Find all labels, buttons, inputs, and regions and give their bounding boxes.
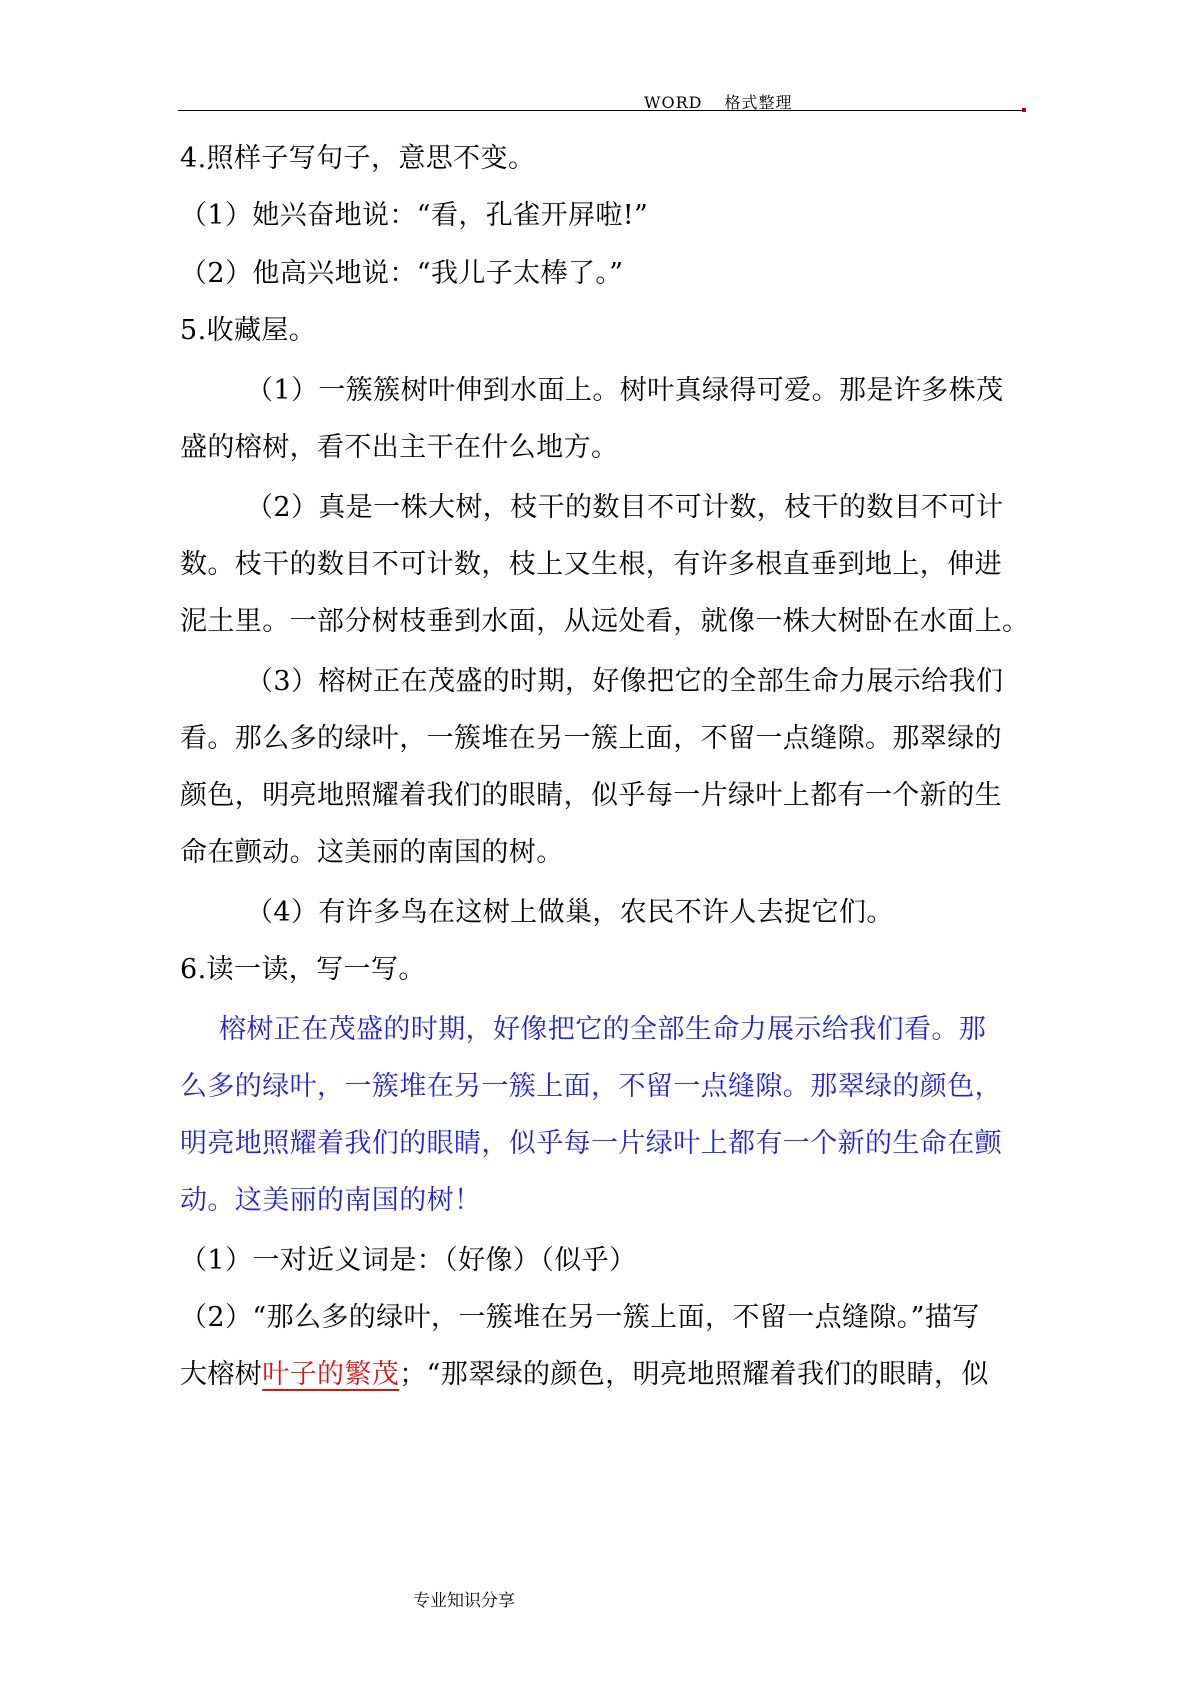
q5-item-3-line-4: 命在颤动。这美丽的南国的树。 [180, 837, 564, 868]
passage-line-1: 榕树正在茂盛的时期，好像把它的全部生命力展示给我们看。那 [219, 1014, 987, 1045]
question-4-item-1: （1）她兴奋地说：“看，孔雀开屏啦!” [180, 200, 649, 231]
q5-item-1-line-2: 盛的榕树，看不出主干在什么地方。 [180, 432, 619, 463]
q5-item-3-line-1: （3）榕树正在茂盛的时期，好像把它的全部生命力展示给我们 [246, 666, 1004, 697]
passage-line-2: 么多的绿叶，一簇堆在另一簇上面，不留一点缝隙。那翠绿的颜色， [180, 1071, 1002, 1102]
passage-line-3: 明亮地照耀着我们的眼睛，似乎每一片绿叶上都有一个新的生命在颤 [180, 1128, 1002, 1159]
q5-item-2-line-2: 数。枝干的数目不可计数，枝上又生根，有许多根直垂到地上，伸进 [180, 549, 1002, 580]
passage-line-4: 动。这美丽的南国的树！ [180, 1185, 482, 1216]
question-6-item-2-line-2 [180, 1359, 989, 1391]
q5-item-4: （4）有许多鸟在这树上做巢，农民不许人去捉它们。 [246, 897, 894, 928]
q5-item-2-line-3: 泥土里。一部分树枝垂到水面，从远处看，就像一株大树卧在水面上。 [180, 606, 1030, 637]
page-footer: 专业知识分享 [413, 1591, 515, 1611]
q5-item-1-line-1: （1）一簇簇树叶伸到水面上。树叶真绿得可爱。那是许多株茂 [246, 375, 1004, 406]
question-6-title: 6.读一读，写一写。 [180, 954, 426, 985]
header-accent-mark [1022, 108, 1026, 112]
q5-item-2-line-1: （2）真是一株大树，枝干的数目不可计数，枝干的数目不可计 [246, 492, 1004, 523]
q6-2-suffix: ；“那翠绿的颜色，明亮地照耀着我们的眼睛，似 [399, 1359, 989, 1390]
q6-2-prefix: 大榕树 [180, 1359, 263, 1390]
question-4-item-2: （2）他高兴地说：“我儿子太棒了。” [180, 258, 624, 289]
answer-blank: 叶子的繁茂 [262, 1359, 400, 1390]
header-word: WORD [644, 93, 703, 112]
header-title: 格式整理 [724, 93, 793, 112]
q5-item-3-line-3: 颜色，明亮地照耀着我们的眼睛，似乎每一片绿叶上都有一个新的生 [180, 780, 1002, 811]
header-rule [178, 110, 1026, 111]
question-5-title: 5.收藏屋。 [180, 315, 317, 346]
q5-item-3-line-2: 看。那么多的绿叶，一簇堆在另一簇上面，不留一点缝隙。那翠绿的 [180, 723, 1002, 754]
question-4-title: 4.照样子写句子，意思不变。 [180, 143, 536, 174]
question-6-item-2-line-1: （2）“那么多的绿叶，一簇堆在另一簇上面，不留一点缝隙。”描写 [180, 1302, 980, 1333]
question-6-item-1: （1）一对近义词是：（好像）（似乎） [180, 1245, 637, 1276]
